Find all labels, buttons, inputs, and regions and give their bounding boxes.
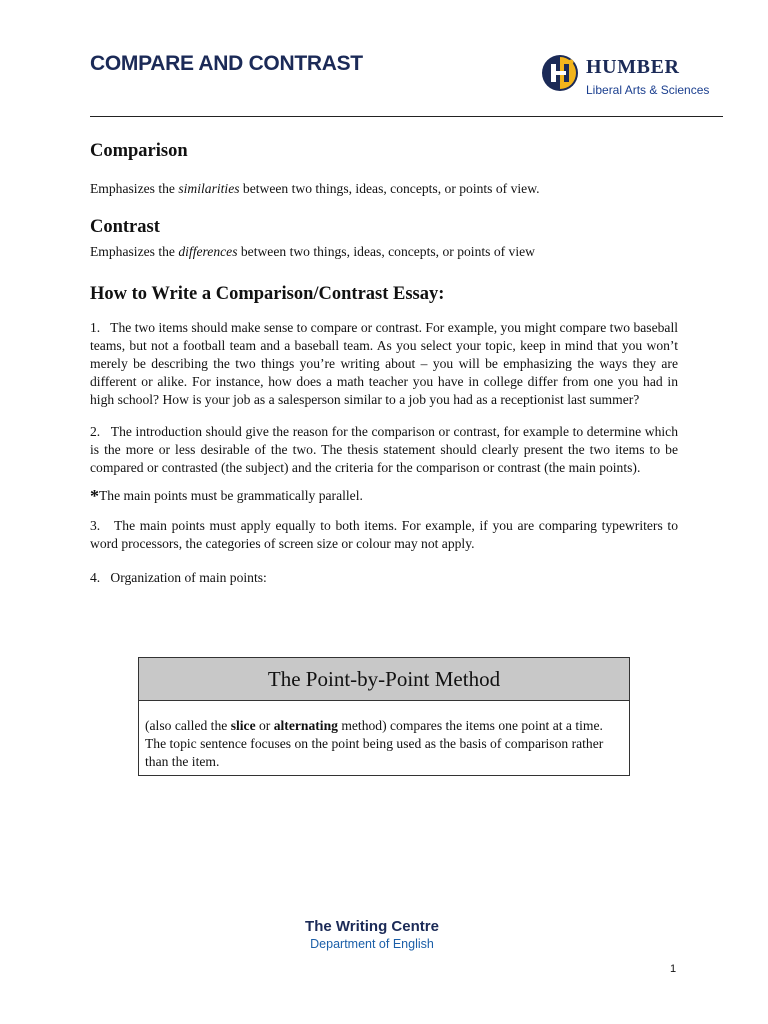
parallel-note: *The main points must be grammatically parallel. <box>90 486 363 506</box>
humber-logo <box>540 50 730 100</box>
point-2: 2. The introduction should give the reason for the comparison or contrast, for example to determine which is the more or less desirable of the two. The thesis statement should clearly present the two items to be compared or contrasted (the subject) and the criteria for the comparison or contrast (the main points). <box>90 424 678 475</box>
howto-heading: How to Write a Comparison/Contrast Essay: <box>90 284 445 304</box>
header-divider <box>90 116 723 117</box>
point-3: 3. The main points must apply equally to both items. For example, if you are comparing typewriters to word processors, the categories of screen size or colour may not apply. <box>90 518 678 551</box>
footer-title: The Writing Centre <box>305 918 439 935</box>
point-4: 4. Organization of main points: <box>90 570 267 585</box>
logo-name: HUMBER <box>586 56 680 78</box>
page-number: 1 <box>670 963 677 975</box>
contrast-definition: Emphasizes the differences between two things, ideas, concepts, or points of view <box>90 244 535 259</box>
humber-h-logo-icon <box>540 53 580 93</box>
footer-subtitle: Department of English <box>310 937 434 951</box>
point-1: 1. The two items should make sense to compare or contrast. For example, you might compare two baseball teams, but not a football team and a baseball team. As you select your topic, keep in mind that you won’t merely be describing the two things you’re writing about – you will be emphasizing the ways they are different or alike. For instance, how does a math teacher you have in college differ from one you had in high school? How is your job as a salesperson similar to a job you had as a receptionist last summer? <box>90 320 678 407</box>
document-title: COMPARE AND CONTRAST <box>90 52 363 75</box>
method-title: The Point-by-Point Method <box>139 658 629 701</box>
method-description: (also called the slice or alternating method) compares the items one point at a time. The topic sentence focuses on the point being used as the basis of comparison rather than the item. <box>145 718 604 769</box>
comparison-definition: Emphasizes the similarities between two things, ideas, concepts, or points of view. <box>90 181 540 196</box>
document-body <box>90 140 678 587</box>
comparison-heading: Comparison <box>90 141 188 161</box>
logo-subtitle: Liberal Arts & Sciences <box>586 83 710 97</box>
contrast-heading: Contrast <box>90 217 160 237</box>
footer <box>0 918 744 951</box>
point-by-point-box <box>138 657 630 776</box>
